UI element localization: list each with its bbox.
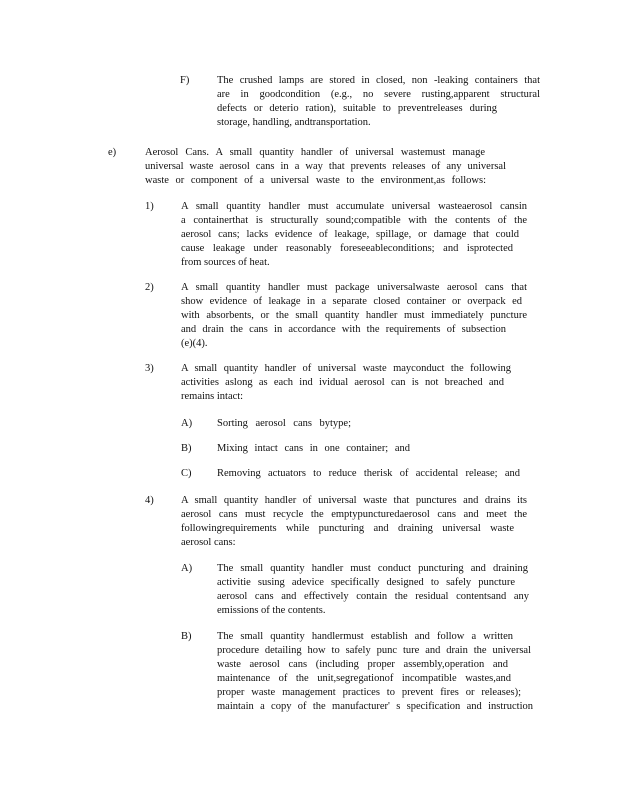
item-1-text (181, 200, 527, 270)
subitem-4b-line: The small quantity handlermust establish and follow a written (217, 631, 513, 642)
subitem-marker-3c: C) (181, 468, 192, 479)
item-f-line: The crushed lamps are stored in closed, non -leaking containers that (217, 75, 540, 86)
section-e-text (145, 146, 506, 188)
subitem-3b-text (217, 442, 410, 456)
subitem-marker-4b: B) (181, 631, 192, 642)
item-marker-3: 3) (145, 363, 154, 374)
item-1-line: A small quantity handler must accumulate universal wasteaerosol cansin (181, 201, 527, 212)
item-marker-2: 2) (145, 282, 154, 293)
subitem-marker-3b: B) (181, 443, 192, 454)
subitem-4a-line: emissions of the contents. (217, 605, 326, 616)
section-e-line: Aerosol Cans. A small quantity handler of universal wastemust manage (145, 147, 485, 158)
item-1-line: a containerthat is structurally sound;compatible with the contents of the (181, 215, 527, 226)
subitem-4a-line: activitie susing adevice specifically designed to safely puncture (217, 577, 515, 588)
subitem-4a-text (217, 562, 529, 618)
item-4-line: followingrequirements while puncturing and draining universal waste (181, 523, 514, 534)
item-4-text (181, 494, 527, 550)
item-2-text (181, 281, 527, 351)
subitem-4b-line: waste aerosol cans (including proper assembly,operation and (217, 659, 508, 670)
section-e-line: universal waste aerosol cans in a way that prevents releases of any universal (145, 161, 506, 172)
item-f-line: storage, handling, andtransportation. (217, 117, 371, 128)
subitem-4b-line: procedure detailing how to safely punc ture and drain the universal (217, 645, 531, 656)
subitem-4b-line: proper waste management practices to prevent fires or releases); (217, 687, 521, 698)
item-3-text (181, 362, 511, 404)
subitem-3c-text (217, 467, 520, 481)
subitem-4b-line: maintain a copy of the manufacturer' s specification and instruction (217, 701, 533, 712)
item-2-line: A small quantity handler must package universalwaste aerosol cans that (181, 282, 527, 293)
subitem-4b-text (217, 630, 533, 714)
item-2-line: show evidence of leakage in a separate closed container or overpack ed (181, 296, 522, 307)
item-3-line: A small quantity handler of universal waste mayconduct the following (181, 363, 511, 374)
item-3-line: activities aslong as each ind ividual aerosol can is not breached and (181, 377, 504, 388)
subitem-4a-line: aerosol cans and effectively contain the residual contentsand any (217, 591, 529, 602)
item-2-line: and drain the cans in accordance with the requirements of subsection (181, 324, 506, 335)
item-f-text (217, 74, 540, 130)
section-e-line: waste or component of a universal waste to the environment,as follows: (145, 175, 486, 186)
item-4-line: aerosol cans: (181, 537, 236, 548)
subitem-3b-line: Mixing intact cans in one container; and (217, 443, 410, 454)
subitem-3a-line: Sorting aerosol cans bytype; (217, 418, 351, 429)
subitem-3c-line: Removing actuators to reduce therisk of accidental release; and (217, 468, 520, 479)
item-1-line: from sources of heat. (181, 257, 270, 268)
subitem-4a-line: The small quantity handler must conduct puncturing and draining (217, 563, 528, 574)
subitem-3a-text (217, 417, 351, 431)
item-1-line: cause leakage under reasonably foreseeableconditions; and isprotected (181, 243, 513, 254)
item-1-line: aerosol cans; lacks evidence of leakage, spillage, or damage that could (181, 229, 519, 240)
item-marker-f: F) (180, 75, 190, 86)
item-4-line: A small quantity handler of universal waste that punctures and drains its (181, 495, 527, 506)
subitem-marker-3a: A) (181, 418, 193, 429)
subitem-4b-line: maintenance of the unit,segregationof incompatible wastes,and (217, 673, 511, 684)
subitem-marker-4a: A) (181, 563, 193, 574)
section-marker-e: e) (108, 147, 117, 158)
item-2-line: (e)(4). (181, 338, 208, 349)
item-2-line: with absorbents, or the small quantity handler must immediately puncture (181, 310, 527, 321)
item-marker-4: 4) (145, 495, 154, 506)
item-f-line: are in goodcondition (e.g., no severe rusting,apparent structural (217, 89, 540, 100)
item-f-line: defects or deterio ration), suitable to preventreleases during (217, 103, 497, 114)
item-4-line: aerosol cans must recycle the emptypuncturedaerosol cans and meet the (181, 509, 527, 520)
item-3-line: remains intact: (181, 391, 244, 402)
item-marker-1: 1) (145, 201, 154, 212)
